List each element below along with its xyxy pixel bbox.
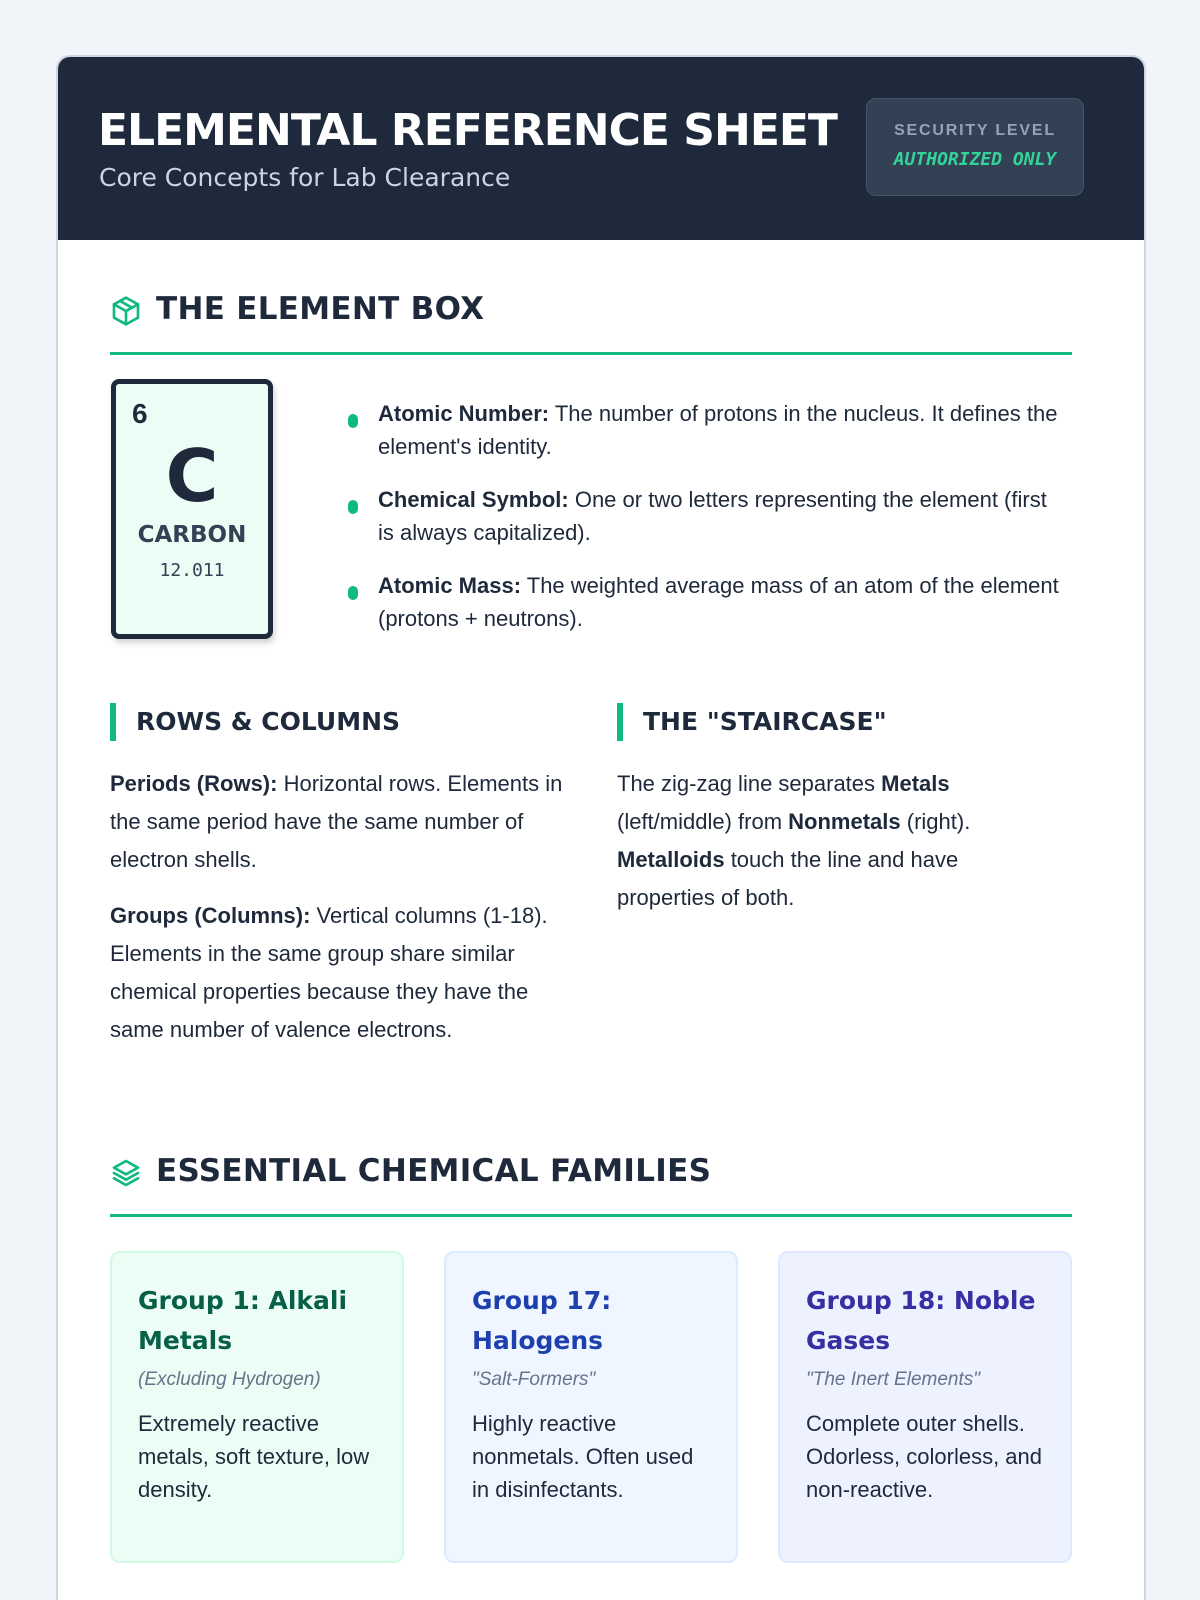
page-subtitle: Core Concepts for Lab Clearance — [99, 163, 511, 192]
definition-term: Atomic Number: — [378, 401, 550, 426]
text-run: (left/middle) from — [617, 809, 789, 834]
periods-text: Horizontal rows. Elements in the same period have the same number of electron shells. — [110, 771, 563, 872]
definition-term: Atomic Mass: — [378, 573, 522, 598]
section-title: THE ELEMENT BOX — [156, 291, 485, 327]
nonmetals-term: Nonmetals — [788, 809, 901, 834]
staircase-paragraph — [617, 765, 1047, 917]
definition-text: The weighted average mass of an atom of the element (protons + neutrons). — [378, 573, 1059, 631]
periods-paragraph — [110, 765, 568, 879]
metalloids-term: Metalloids — [617, 847, 725, 872]
text-run: The zig-zag line separates — [617, 771, 882, 796]
card-body: Highly reactive nonmetals. Often used in disinfectants. — [472, 1411, 694, 1502]
section-title: ESSENTIAL CHEMICAL FAMILIES — [156, 1153, 712, 1189]
element-tile — [111, 379, 273, 639]
element-name: CARBON — [137, 522, 247, 548]
periods-term: Periods (Rows): — [110, 771, 278, 796]
family-card-alkali — [110, 1251, 404, 1563]
card-title: Group 17: Halogens — [472, 1286, 612, 1355]
text-run: touch the line and have properties of both. — [617, 847, 959, 910]
text-run: (right). — [900, 809, 971, 834]
groups-text: Vertical columns (1-18). Elements in the same group share similar chemical properties because they have the same number of valence electrons. — [110, 903, 548, 1042]
card-title: Group 1: Alkali Metals — [138, 1286, 348, 1355]
card-subtitle: "The Inert Elements" — [806, 1369, 981, 1390]
groups-paragraph — [110, 897, 568, 1049]
bullet-icon — [348, 414, 358, 428]
list-item — [348, 397, 1068, 463]
families-section-header — [110, 1153, 1072, 1217]
rows-columns-text — [110, 765, 568, 1067]
header — [58, 57, 1144, 240]
card-body: Complete outer shells. Odorless, colorless, and non-reactive. — [806, 1411, 1042, 1502]
card-subtitle: "Salt-Formers" — [472, 1369, 596, 1390]
definition-text: One or two letters representing the element (first is always capitalized). — [378, 487, 1047, 545]
definition-list — [348, 397, 1068, 655]
security-label: SECURITY LEVEL — [894, 122, 1056, 139]
page-title: ELEMENTAL REFERENCE SHEET — [98, 105, 837, 156]
family-cards — [110, 1251, 1072, 1563]
list-item — [348, 569, 1068, 635]
rows-columns-heading: ROWS & COLUMNS — [110, 703, 400, 741]
definition-term: Chemical Symbol: — [378, 487, 569, 512]
family-card-noble-gases — [778, 1251, 1072, 1563]
bullet-icon — [348, 586, 358, 600]
family-card-halogens — [444, 1251, 738, 1563]
security-value: AUTHORIZED ONLY — [893, 149, 1057, 170]
card-title: Group 18: Noble Gases — [806, 1286, 1036, 1355]
element-box-section-header — [110, 291, 1072, 355]
atomic-number: 6 — [132, 398, 148, 429]
atomic-mass: 12.011 — [159, 560, 225, 581]
staircase-text — [617, 765, 1047, 935]
definition-text: The number of protons in the nucleus. It defines the element's identity. — [378, 401, 1058, 459]
metals-term: Metals — [881, 771, 950, 796]
staircase-heading: THE "STAIRCASE" — [617, 703, 887, 741]
chemical-symbol: C — [165, 434, 219, 518]
card-subtitle: (Excluding Hydrogen) — [138, 1369, 321, 1390]
layers-icon — [110, 1157, 142, 1189]
reference-sheet — [56, 55, 1146, 1600]
security-badge — [866, 98, 1084, 196]
list-item — [348, 483, 1068, 549]
bullet-icon — [348, 500, 358, 514]
card-body: Extremely reactive metals, soft texture, low density. — [138, 1411, 370, 1502]
cube-icon — [110, 295, 142, 327]
groups-term: Groups (Columns): — [110, 903, 311, 928]
